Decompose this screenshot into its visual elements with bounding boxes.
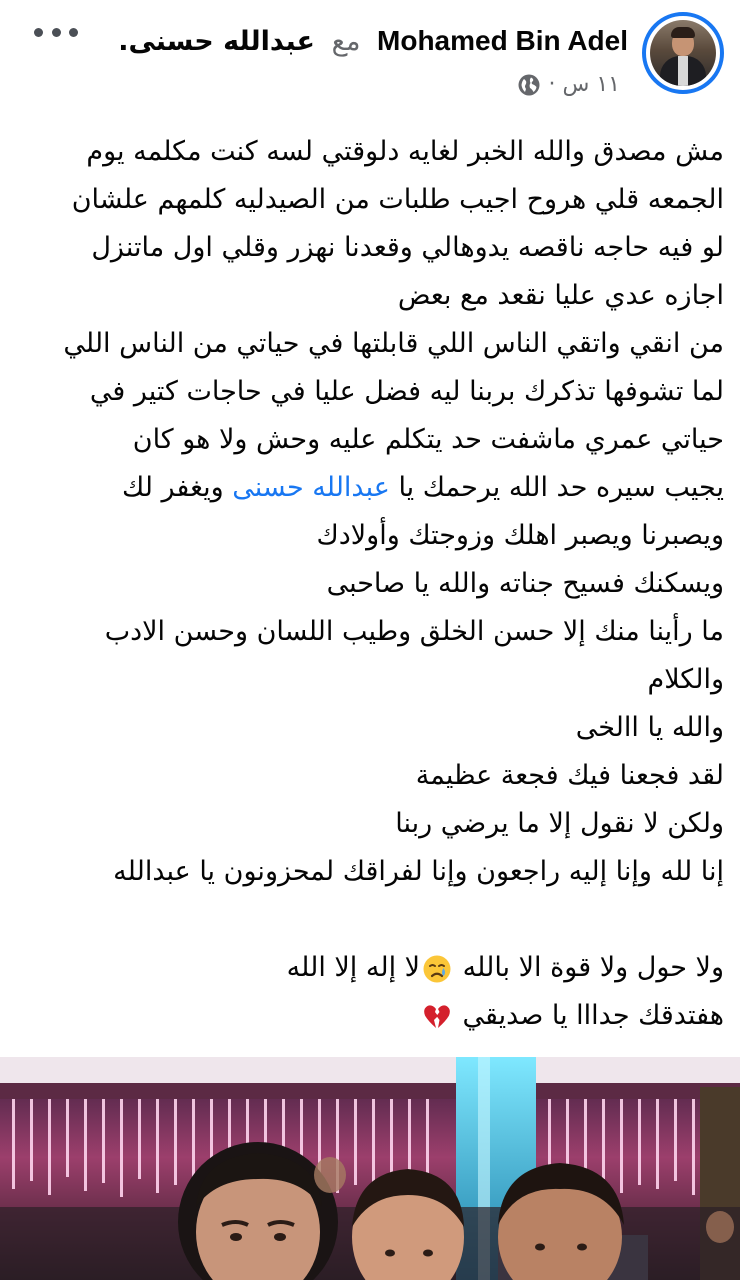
post-text-line: ويصبرنا ويصبر اهلك وزوجتك وأولادك	[316, 520, 724, 551]
post-text-line: حياتي عمري ماشفت حد يتكلم عليه وحش ولا هو كان	[132, 424, 724, 455]
post-text-line: لو فيه حاجه ناقصه يدوهالي وقعدنا نهزر وقلي اول ماتنزل	[91, 232, 724, 263]
post-text-line: ما رأينا منك إلا حسن الخلق وطيب اللسان وحسن الادب	[104, 616, 724, 647]
post-text-line: الجمعه قلي هروح اجيب طلبات من الصيدليه كلمهم علشان	[71, 184, 724, 215]
post-text-line: والكلام	[647, 664, 724, 695]
post-header	[0, 0, 740, 112]
avatar[interactable]	[642, 12, 724, 94]
with-label: مع	[331, 26, 361, 57]
post-text-line: هفتدقك جدااا يا صديقي	[34, 992, 724, 1040]
post-text-line-mention: يجيب سيره حد الله يرحمك يا عبدالله حسنى ويغفر لك	[121, 472, 724, 503]
more-dots-icon	[34, 28, 43, 37]
photo-image	[0, 1057, 740, 1280]
post-text-line: ويسكنك فسيح جناته والله يا صاحبى	[326, 568, 724, 599]
broken-heart-emoji	[422, 1002, 452, 1032]
post-text-line: إنا لله وإنا إليه راجعون وإنا لفراقك لمحزونون يا عبدالله	[113, 856, 724, 887]
post-photo[interactable]	[0, 1057, 740, 1280]
globe-icon[interactable]	[517, 73, 541, 97]
post-title-line	[118, 22, 628, 61]
post-text-line: ولكن لا نقول إلا ما يرضي ربنا	[395, 808, 724, 839]
avatar-photo	[650, 20, 716, 86]
post-meta	[517, 72, 620, 97]
post-text-line: لما تشوفها تذكرك بربنا ليه فضل عليا في حاجات كتير في	[89, 376, 724, 407]
author-name[interactable]: Mohamed Bin Adel	[377, 25, 628, 56]
post-text-line: مش مصدق والله الخبر لغايه دلوقتي لسه كنت مكلمه يوم	[86, 136, 724, 167]
post-text-line: لقد فجعنا فيك فجعة عظيمة	[415, 760, 724, 791]
post-text	[34, 128, 724, 1040]
post-text-line: اجازه عدي عليا نقعد مع بعض	[397, 280, 724, 311]
post-text-line: من انقي واتقي الناس اللي قابلتها في حياتي من الناس اللي	[63, 328, 724, 359]
post-text-line: والله يا االخى	[575, 712, 724, 743]
tagged-person[interactable]: عبدالله حسنى.	[118, 26, 315, 57]
post-timestamp[interactable]: ١١ س ·	[548, 72, 620, 97]
crying-face-emoji	[422, 954, 452, 984]
mention-link[interactable]: عبدالله حسنى	[232, 472, 390, 503]
more-options-button[interactable]	[34, 22, 78, 42]
post-text-line: ولا حول ولا قوة الا بالله لا إله إلا الله	[286, 952, 724, 983]
